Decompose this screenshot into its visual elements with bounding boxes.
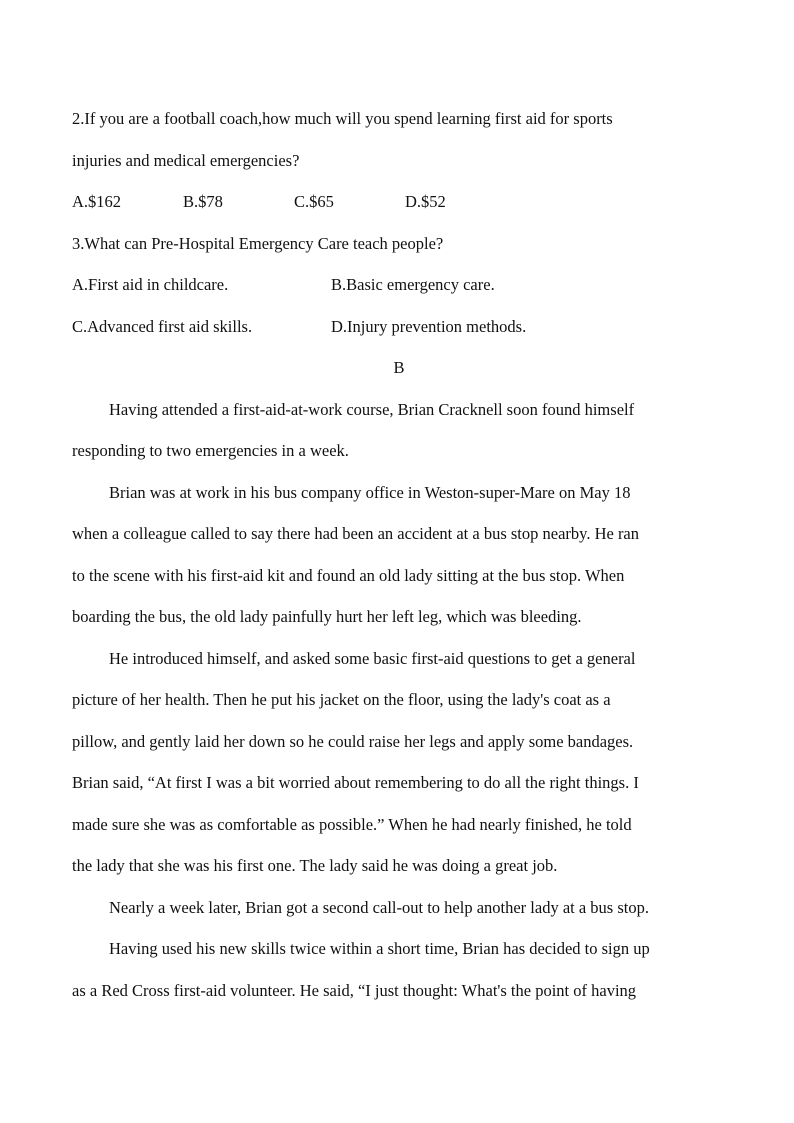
section-heading: B <box>393 358 405 377</box>
question-2-option-b: B.$78 <box>183 192 223 211</box>
paragraph-1 <box>72 389 726 472</box>
paragraph-line: Brian was at work in his bus company office in Weston-super-Mare on May 18 <box>109 482 631 502</box>
paragraph-line: picture of her health. Then he put his jacket on the floor, using the lady's coat as a <box>72 690 611 709</box>
question-3 <box>72 223 726 348</box>
paragraph-line: as a Red Cross first-aid volunteer. He said, “I just thought: What's the point of having <box>72 980 637 1000</box>
paragraph-line: Brian said, “At first I was a bit worried about remembering to do all the right things. I <box>72 773 639 792</box>
question-3-option-b: B.Basic emergency care. <box>331 275 495 294</box>
paragraph-line: to the scene with his first-aid kit and found an old lady sitting at the bus stop. When <box>72 565 625 585</box>
question-3-stem-line-1: 3.What can Pre-Hospital Emergency Care teach people? <box>72 233 444 253</box>
paragraph-4 <box>72 887 726 929</box>
paragraph-line: pillow, and gently laid her down so he could raise her legs and apply some bandages. <box>72 731 634 751</box>
question-2-options <box>72 181 726 223</box>
paragraph-line: Nearly a week later, Brian got a second call-out to help another lady at a bus stop. <box>109 897 649 917</box>
question-2 <box>72 98 726 223</box>
paragraph-line: made sure she was as comfortable as possible.” When he had nearly finished, he told <box>72 814 632 834</box>
paragraph-line: He introduced himself, and asked some basic first-aid questions to get a general <box>109 648 636 668</box>
question-2-stem-line-2: injuries and medical emergencies? <box>72 150 300 170</box>
paragraph-line: the lady that she was his first one. The lady said he was doing a great job. <box>72 856 558 875</box>
question-3-option-d: D.Injury prevention methods. <box>331 316 527 336</box>
paragraph-2 <box>72 472 726 638</box>
question-3-option-c: C.Advanced first aid skills. <box>72 316 253 336</box>
paragraph-line: when a colleague called to say there had been an accident at a bus stop nearby. He ran <box>72 524 640 543</box>
paragraph-line: responding to two emergencies in a week. <box>72 441 349 460</box>
paragraph-3 <box>72 638 726 887</box>
document-page <box>72 98 726 1011</box>
paragraph-line: Having attended a first-aid-at-work course, Brian Cracknell soon found himself <box>109 399 635 419</box>
question-2-option-a: A.$162 <box>72 192 122 211</box>
question-3-option-a: A.First aid in childcare. <box>72 275 229 294</box>
question-2-option-d: D.$52 <box>405 192 446 211</box>
question-3-options-row-1 <box>72 264 726 306</box>
paragraph-line: Having used his new skills twice within a short time, Brian has decided to sign up <box>109 939 650 958</box>
question-3-options-row-2 <box>72 306 726 348</box>
paragraph-5 <box>72 928 726 1011</box>
paragraph-line: boarding the bus, the old lady painfully hurt her left leg, which was bleeding. <box>72 607 582 626</box>
question-2-stem-line-1: 2.If you are a football coach,how much will you spend learning first aid for sports <box>72 109 613 128</box>
passage <box>72 389 726 1012</box>
question-2-option-c: C.$65 <box>294 192 334 211</box>
